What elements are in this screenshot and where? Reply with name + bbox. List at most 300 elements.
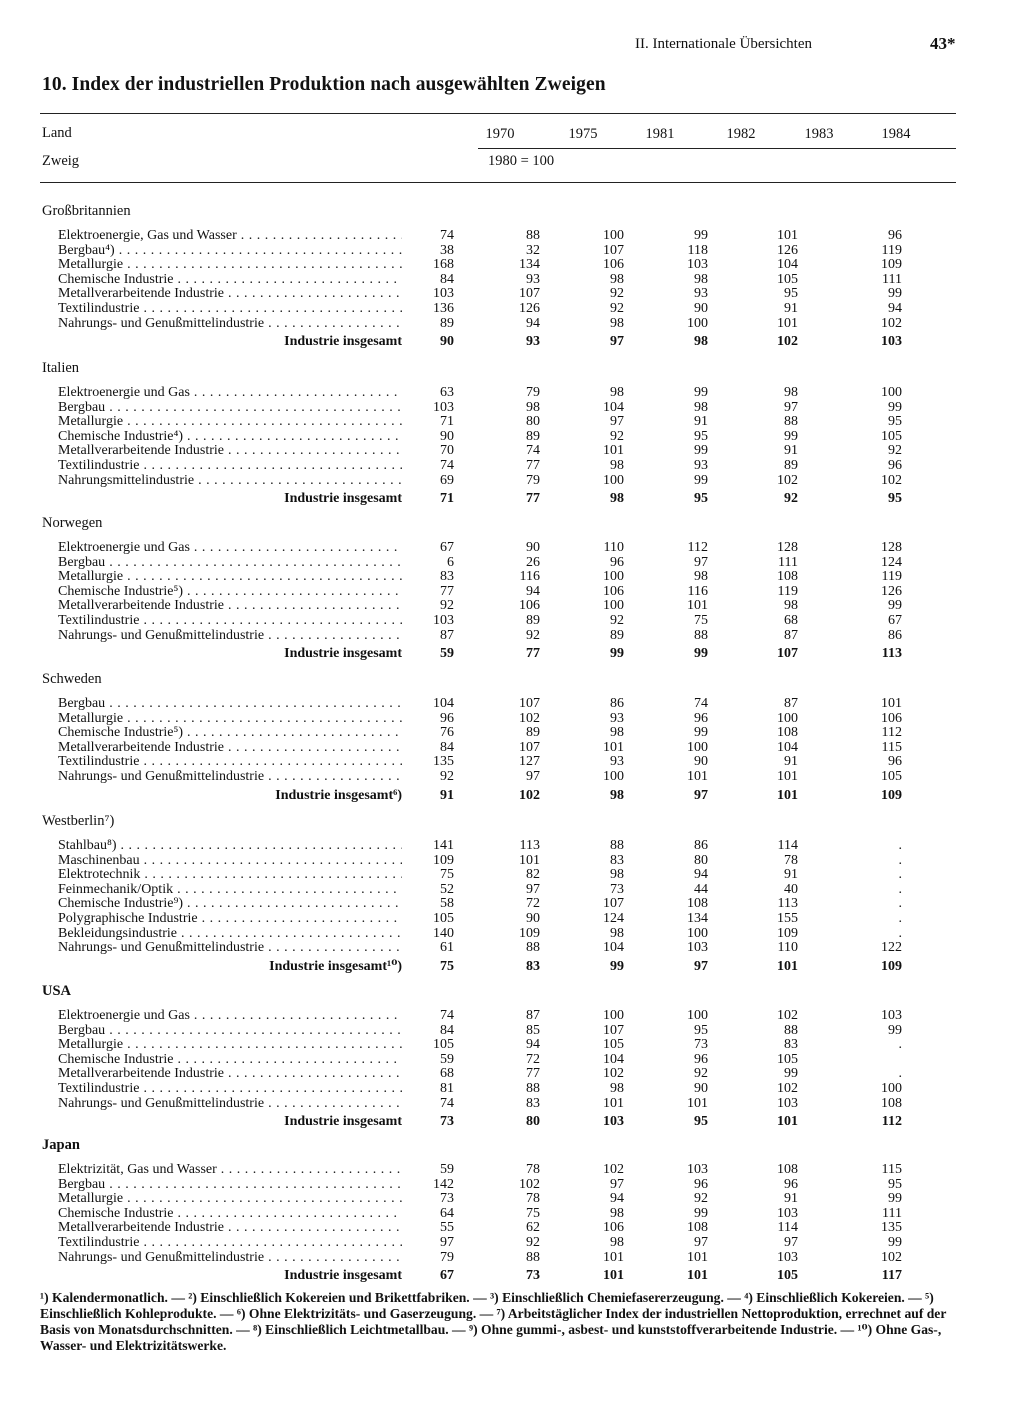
index-value: 90 xyxy=(526,911,540,926)
index-value: 99 xyxy=(888,1022,902,1038)
branch-label: Textilindustrie . . . xyxy=(58,458,402,473)
index-value: 110 xyxy=(777,940,798,956)
index-value: 67 xyxy=(440,540,454,555)
index-value: 101 xyxy=(777,315,798,331)
index-value: 97 xyxy=(440,1235,454,1250)
index-value: 90 xyxy=(694,754,708,770)
index-value: 155 xyxy=(777,911,798,926)
table-row xyxy=(0,754,1024,769)
table-row xyxy=(0,628,1024,643)
index-value: 93 xyxy=(694,286,708,302)
index-value: 80 xyxy=(526,414,540,430)
index-value: 78 xyxy=(784,852,798,868)
country-name: Großbritannien xyxy=(42,203,131,219)
index-value: 103 xyxy=(687,257,708,273)
index-value: 98 xyxy=(694,399,708,415)
table-row xyxy=(0,1023,1024,1038)
index-value: 102 xyxy=(603,1162,624,1177)
index-value: 92 xyxy=(526,1235,540,1250)
index-value: 88 xyxy=(526,1081,540,1096)
table-row xyxy=(0,540,1024,555)
total-label: Industrie insgesamt xyxy=(284,646,402,662)
table-row xyxy=(0,316,1024,331)
index-value: 97 xyxy=(526,881,540,897)
total-row xyxy=(0,788,1024,803)
index-value: 105 xyxy=(603,1037,624,1053)
branch-label: Nahrungs- und Genußmittelindustrie . . . xyxy=(58,940,402,955)
index-value: 135 xyxy=(433,754,454,770)
index-value: 6 xyxy=(447,554,454,570)
index-value: 101 xyxy=(881,696,902,711)
index-value: 89 xyxy=(526,725,540,741)
branch-label: Bergbau . . . xyxy=(58,1023,402,1038)
table-row xyxy=(0,429,1024,444)
total-value: 95 xyxy=(694,1114,708,1130)
index-value: 74 xyxy=(526,443,540,459)
index-value: 100 xyxy=(603,228,624,243)
branch-label: Textilindustrie . . . xyxy=(58,754,402,769)
index-value: 142 xyxy=(433,1176,454,1192)
total-value: 59 xyxy=(440,646,454,662)
index-value: 114 xyxy=(777,838,798,853)
index-value: 100 xyxy=(603,598,624,614)
branch-label: Maschinenbau . . . xyxy=(58,853,402,868)
rule-top xyxy=(40,113,956,114)
index-value: 135 xyxy=(881,1220,902,1236)
total-value: 73 xyxy=(440,1114,454,1130)
index-value: 61 xyxy=(440,940,454,956)
branch-label: Bergbau . . . xyxy=(58,1177,402,1192)
index-value: 94 xyxy=(526,315,540,331)
index-value: 105 xyxy=(881,428,902,444)
total-value: 91 xyxy=(440,787,454,803)
total-label: Industrie insgesamt xyxy=(284,1268,402,1284)
total-value: 99 xyxy=(694,646,708,662)
index-value: 100 xyxy=(881,1081,902,1096)
total-value: 113 xyxy=(881,646,902,662)
index-value: 100 xyxy=(687,925,708,941)
total-value: 101 xyxy=(603,1268,624,1284)
index-value: 101 xyxy=(519,852,540,868)
running-header-section: II. Internationale Übersichten xyxy=(635,36,813,52)
index-value: 86 xyxy=(610,696,624,711)
country-name: Japan xyxy=(42,1137,80,1153)
index-value: 86 xyxy=(888,627,902,643)
index-value: 94 xyxy=(610,1191,624,1207)
total-value: 101 xyxy=(777,787,798,803)
rule-bottom xyxy=(40,182,956,183)
index-value: 101 xyxy=(603,1249,624,1265)
index-value: . xyxy=(898,896,902,912)
index-value: 98 xyxy=(610,1235,624,1250)
index-value: 103 xyxy=(433,286,454,302)
index-value: 106 xyxy=(519,598,540,614)
index-value: 98 xyxy=(610,925,624,941)
table-row xyxy=(0,458,1024,473)
index-value: 63 xyxy=(440,385,454,400)
index-value: 88 xyxy=(526,1249,540,1265)
index-value: 94 xyxy=(526,583,540,599)
index-value: 100 xyxy=(603,769,624,784)
index-value: 92 xyxy=(694,1191,708,1207)
table-row xyxy=(0,1066,1024,1081)
table-row xyxy=(0,584,1024,599)
index-value: 99 xyxy=(694,725,708,741)
index-value: 136 xyxy=(433,301,454,316)
index-value: 101 xyxy=(603,739,624,755)
index-value: 83 xyxy=(784,1037,798,1053)
index-value: 128 xyxy=(777,540,798,555)
index-value: 91 xyxy=(784,301,798,316)
index-value: 82 xyxy=(526,867,540,883)
total-value: 103 xyxy=(881,334,902,350)
index-value: 88 xyxy=(784,1022,798,1038)
total-row xyxy=(0,334,1024,349)
index-value: 102 xyxy=(881,315,902,331)
table-row xyxy=(0,228,1024,243)
index-value: 92 xyxy=(888,443,902,459)
index-value: 111 xyxy=(882,1205,902,1221)
index-value: 99 xyxy=(694,1205,708,1221)
index-value: 113 xyxy=(519,838,540,853)
total-value: 77 xyxy=(526,646,540,662)
branch-label: Metallverarbeitende Industrie . . . xyxy=(58,740,402,755)
total-value: 75 xyxy=(440,958,454,974)
index-value: 101 xyxy=(603,443,624,459)
index-value: 89 xyxy=(610,627,624,643)
table-row xyxy=(0,1081,1024,1096)
total-value: 80 xyxy=(526,1114,540,1130)
table-row xyxy=(0,896,1024,911)
table-row xyxy=(0,257,1024,272)
total-value: 71 xyxy=(440,491,454,507)
index-value: 134 xyxy=(519,257,540,273)
index-value: 108 xyxy=(777,569,798,585)
index-value: 108 xyxy=(687,1220,708,1236)
table-row xyxy=(0,740,1024,755)
branch-label: Metallverarbeitende Industrie . . . xyxy=(58,598,402,613)
index-value: 55 xyxy=(440,1220,454,1236)
index-value: 98 xyxy=(610,458,624,473)
index-value: . xyxy=(898,911,902,926)
index-value: 116 xyxy=(519,569,540,585)
index-value: . xyxy=(898,881,902,897)
index-value: 84 xyxy=(440,1022,454,1038)
index-value: 52 xyxy=(440,881,454,897)
index-value: 94 xyxy=(888,301,902,316)
branch-label: Elektroenergie und Gas . . . xyxy=(58,540,402,555)
total-label: Industrie insgesamt⁶) xyxy=(275,787,402,803)
total-value: 102 xyxy=(777,334,798,350)
table-row xyxy=(0,725,1024,740)
total-value: 101 xyxy=(687,1268,708,1284)
index-value: 97 xyxy=(694,554,708,570)
table-row xyxy=(0,1177,1024,1192)
index-value: 106 xyxy=(881,710,902,726)
index-value: 124 xyxy=(603,911,624,926)
total-value: 73 xyxy=(526,1268,540,1284)
rule-mid xyxy=(478,148,956,149)
index-value: 91 xyxy=(784,443,798,459)
index-value: 97 xyxy=(610,1176,624,1192)
branch-label: Chemische Industrie⁹) . . . xyxy=(58,896,402,911)
index-value: 85 xyxy=(526,1022,540,1038)
table-row xyxy=(0,443,1024,458)
index-value: 89 xyxy=(526,613,540,628)
index-value: 73 xyxy=(694,1037,708,1053)
index-value: 91 xyxy=(784,1191,798,1207)
index-value: 92 xyxy=(610,428,624,444)
branch-label: Metallurgie . . . xyxy=(58,569,402,584)
table-row xyxy=(0,882,1024,897)
index-value: 99 xyxy=(888,1235,902,1250)
index-value: 115 xyxy=(881,1162,902,1177)
col-head-zweig: Zweig xyxy=(42,153,80,169)
branch-label: Elektroenergie und Gas . . . xyxy=(58,1008,402,1023)
table-row xyxy=(0,696,1024,711)
index-value: . xyxy=(898,1066,902,1082)
index-value: 99 xyxy=(888,1191,902,1207)
index-value: 102 xyxy=(881,1249,902,1265)
index-value: 103 xyxy=(433,613,454,628)
branch-label: Elektroenergie, Gas und Wasser . . . xyxy=(58,228,402,243)
index-value: 70 xyxy=(440,443,454,459)
index-value: 73 xyxy=(440,1191,454,1207)
index-value: 100 xyxy=(603,569,624,585)
index-value: . xyxy=(898,867,902,883)
index-value: 124 xyxy=(881,554,902,570)
table-row xyxy=(0,838,1024,853)
page-number: 43* xyxy=(930,34,956,53)
branch-label: Elektrotechnik . . . xyxy=(58,867,402,882)
index-value: 38 xyxy=(440,242,454,258)
index-value: 102 xyxy=(519,710,540,726)
index-value: 98 xyxy=(610,867,624,883)
index-value: 32 xyxy=(526,242,540,258)
index-value: 100 xyxy=(603,472,624,488)
index-value: 79 xyxy=(526,472,540,488)
table-row xyxy=(0,1008,1024,1023)
total-value: 109 xyxy=(881,787,902,803)
index-value: 73 xyxy=(610,881,624,897)
index-value: 77 xyxy=(526,458,540,473)
index-value: 168 xyxy=(433,257,454,273)
index-value: 100 xyxy=(687,739,708,755)
base-year-label: 1980 = 100 xyxy=(488,153,555,169)
branch-label: Textilindustrie . . . xyxy=(58,613,402,628)
index-value: 87 xyxy=(784,627,798,643)
index-value: 101 xyxy=(687,769,708,784)
index-value: 100 xyxy=(777,710,798,726)
index-value: 92 xyxy=(610,301,624,316)
index-value: 93 xyxy=(694,458,708,473)
index-value: 95 xyxy=(694,1022,708,1038)
table-row xyxy=(0,301,1024,316)
index-value: 88 xyxy=(694,627,708,643)
index-value: 77 xyxy=(440,583,454,599)
total-value: 67 xyxy=(440,1268,454,1284)
table-row xyxy=(0,1206,1024,1221)
branch-label: Textilindustrie . . . xyxy=(58,301,402,316)
index-value: 84 xyxy=(440,271,454,287)
index-value: 100 xyxy=(603,1008,624,1023)
index-value: 119 xyxy=(777,583,798,599)
table-row xyxy=(0,569,1024,584)
index-value: 68 xyxy=(784,613,798,628)
index-value: 126 xyxy=(519,301,540,316)
index-value: 101 xyxy=(777,228,798,243)
index-value: 122 xyxy=(881,940,902,956)
index-value: 119 xyxy=(881,569,902,585)
index-value: 92 xyxy=(610,613,624,628)
index-value: 92 xyxy=(694,1066,708,1082)
table-row xyxy=(0,400,1024,415)
total-row xyxy=(0,959,1024,974)
index-value: 101 xyxy=(687,598,708,614)
index-value: 110 xyxy=(603,540,624,555)
total-value: 98 xyxy=(694,334,708,350)
index-value: 112 xyxy=(881,725,902,741)
table-row xyxy=(0,1162,1024,1177)
table-row xyxy=(0,598,1024,613)
index-value: 108 xyxy=(777,1162,798,1177)
index-value: 103 xyxy=(777,1205,798,1221)
index-value: 106 xyxy=(603,257,624,273)
branch-label: Bergbau . . . xyxy=(58,555,402,570)
index-value: 84 xyxy=(440,739,454,755)
index-value: 101 xyxy=(687,1249,708,1265)
total-label: Industrie insgesamt¹⁰) xyxy=(269,958,402,974)
index-value: 76 xyxy=(440,725,454,741)
year-header-1982: 1982 xyxy=(726,126,756,142)
total-value: 103 xyxy=(603,1114,624,1130)
branch-label: Metallverarbeitende Industrie . . . xyxy=(58,443,402,458)
table-row xyxy=(0,1052,1024,1067)
table-row xyxy=(0,1250,1024,1265)
year-header-1983: 1983 xyxy=(804,126,834,142)
index-value: 91 xyxy=(784,754,798,770)
index-value: 97 xyxy=(694,1235,708,1250)
index-value: 59 xyxy=(440,1162,454,1177)
index-value: 103 xyxy=(881,1008,902,1023)
index-value: 83 xyxy=(526,1095,540,1111)
table-row xyxy=(0,1235,1024,1250)
index-value: 92 xyxy=(610,286,624,302)
total-value: 83 xyxy=(526,958,540,974)
index-value: 86 xyxy=(694,838,708,853)
index-value: 89 xyxy=(440,315,454,331)
branch-label: Bekleidungsindustrie . . . xyxy=(58,926,402,941)
index-value: 26 xyxy=(526,554,540,570)
total-value: 117 xyxy=(881,1268,902,1284)
total-value: 98 xyxy=(610,787,624,803)
branch-label: Chemische Industrie⁵) . . . xyxy=(58,725,402,740)
index-value: 99 xyxy=(784,428,798,444)
index-value: 96 xyxy=(440,710,454,726)
index-value: 101 xyxy=(777,769,798,784)
index-value: 102 xyxy=(881,472,902,488)
total-label: Industrie insgesamt xyxy=(284,1114,402,1130)
table-row xyxy=(0,1037,1024,1052)
index-value: 78 xyxy=(526,1191,540,1207)
country-name: Schweden xyxy=(42,671,102,687)
total-value: 101 xyxy=(777,1114,798,1130)
index-value: 89 xyxy=(526,428,540,444)
index-value: 96 xyxy=(694,1051,708,1067)
index-value: 102 xyxy=(777,1008,798,1023)
index-value: 40 xyxy=(784,881,798,897)
index-value: 99 xyxy=(784,1066,798,1082)
index-value: 105 xyxy=(881,769,902,784)
index-value: 98 xyxy=(784,598,798,614)
index-value: 64 xyxy=(440,1205,454,1221)
index-value: 100 xyxy=(881,385,902,400)
index-value: 83 xyxy=(610,852,624,868)
table-row xyxy=(0,940,1024,955)
index-value: 92 xyxy=(440,769,454,784)
index-value: 126 xyxy=(777,242,798,258)
index-value: 96 xyxy=(888,228,902,243)
branch-label: Chemische Industrie . . . xyxy=(58,272,402,287)
branch-label: Nahrungs- und Genußmittelindustrie . . . xyxy=(58,628,402,643)
table-row xyxy=(0,911,1024,926)
total-value: 97 xyxy=(694,958,708,974)
index-value: 97 xyxy=(610,414,624,430)
index-value: 101 xyxy=(603,1095,624,1111)
index-value: 98 xyxy=(610,271,624,287)
index-value: 126 xyxy=(881,583,902,599)
index-value: 95 xyxy=(784,286,798,302)
index-value: 67 xyxy=(888,613,902,628)
total-value: 99 xyxy=(610,646,624,662)
total-value: 98 xyxy=(610,491,624,507)
table-row xyxy=(0,926,1024,941)
branch-label: Chemische Industrie⁵) . . . xyxy=(58,584,402,599)
branch-label: Bergbau⁴) . . . xyxy=(58,243,402,258)
branch-label: Chemische Industrie⁴) . . . xyxy=(58,429,402,444)
index-value: 75 xyxy=(440,867,454,883)
year-header-1981: 1981 xyxy=(645,126,675,142)
total-row xyxy=(0,1114,1024,1129)
index-value: 102 xyxy=(519,1176,540,1192)
table-row xyxy=(0,1096,1024,1111)
index-value: 98 xyxy=(610,1081,624,1096)
index-value: 96 xyxy=(888,754,902,770)
index-value: 88 xyxy=(610,838,624,853)
index-value: 134 xyxy=(687,911,708,926)
branch-label: Bergbau . . . xyxy=(58,696,402,711)
index-value: 103 xyxy=(777,1249,798,1265)
total-value: 99 xyxy=(610,958,624,974)
index-value: 104 xyxy=(777,257,798,273)
index-value: 94 xyxy=(526,1037,540,1053)
index-value: 107 xyxy=(603,242,624,258)
index-value: 91 xyxy=(784,867,798,883)
index-value: 93 xyxy=(526,271,540,287)
index-value: 115 xyxy=(881,739,902,755)
index-value: 99 xyxy=(888,598,902,614)
index-value: 71 xyxy=(440,414,454,430)
index-value: 68 xyxy=(440,1066,454,1082)
index-value: 44 xyxy=(694,881,708,897)
index-value: 97 xyxy=(784,399,798,415)
index-value: 128 xyxy=(881,540,902,555)
index-value: 92 xyxy=(440,598,454,614)
index-value: 97 xyxy=(526,769,540,784)
total-value: 101 xyxy=(777,958,798,974)
total-value: 105 xyxy=(777,1268,798,1284)
total-value: 112 xyxy=(881,1114,902,1130)
